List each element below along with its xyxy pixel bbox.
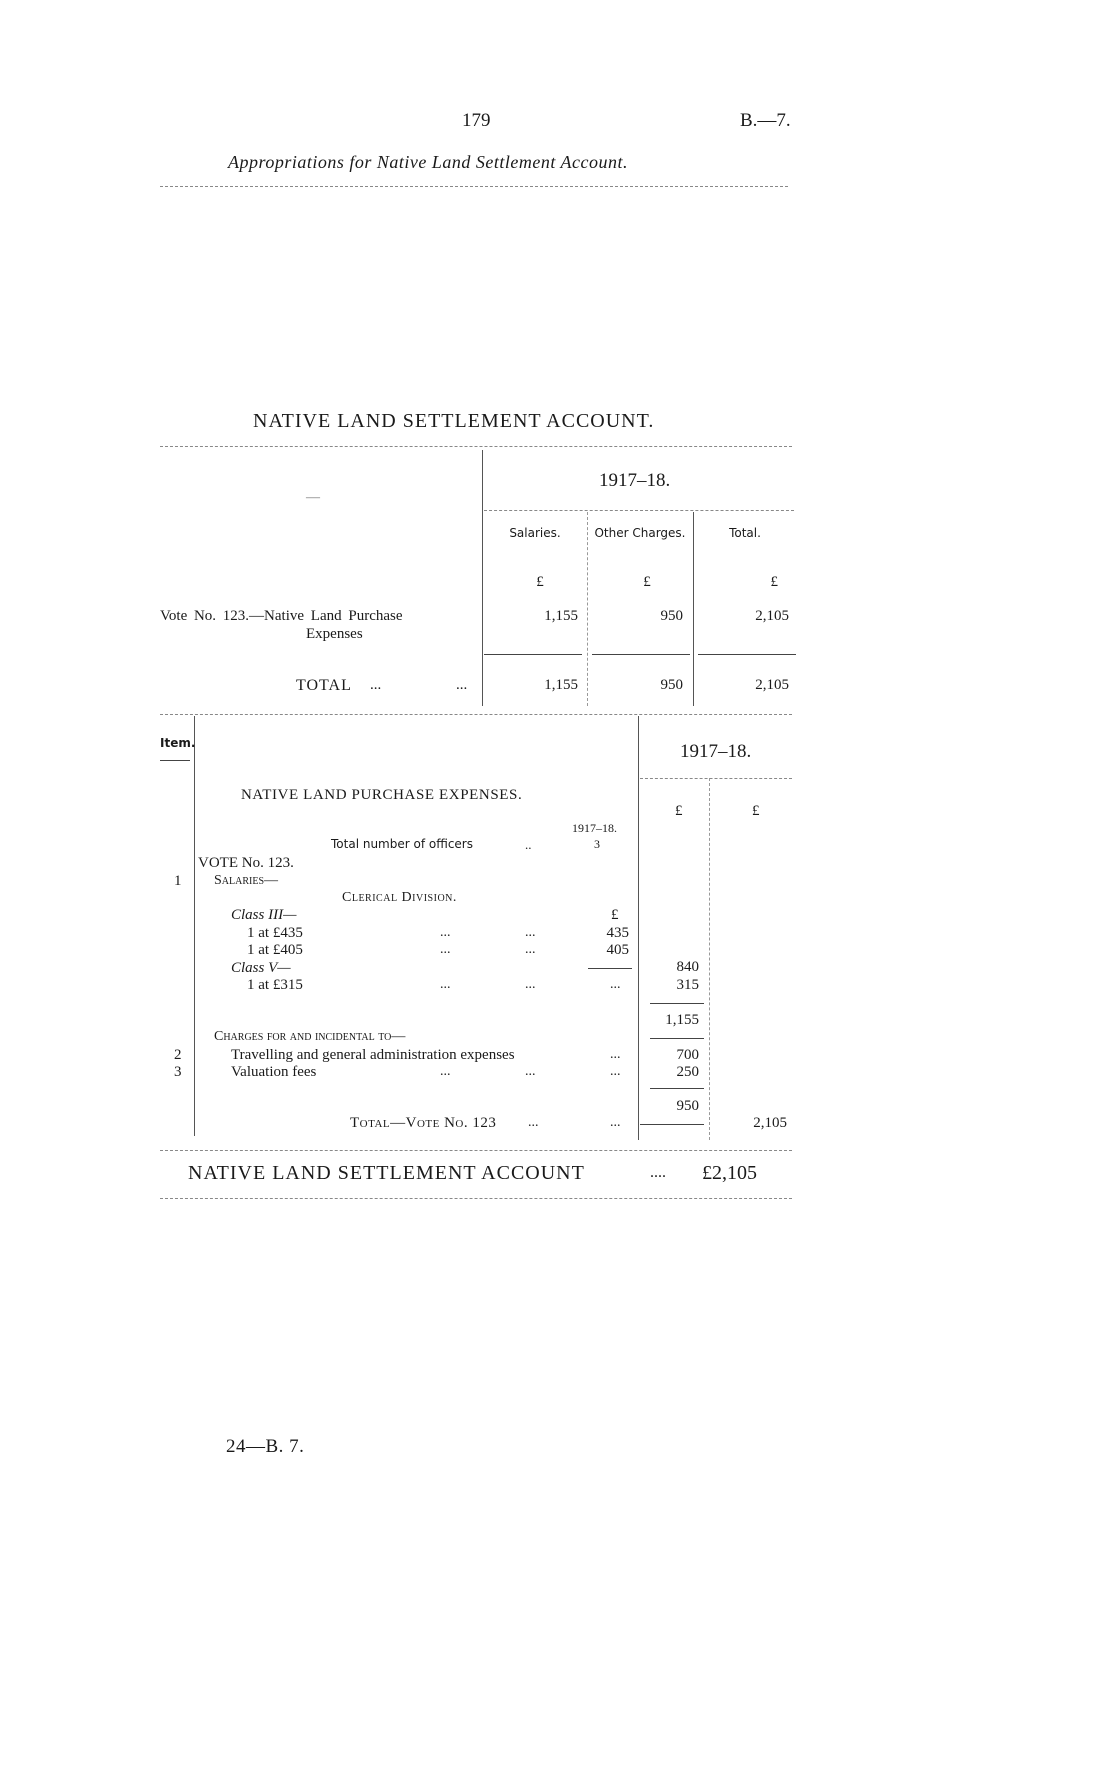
clerical-division: Clerical Division. <box>342 890 457 905</box>
summary-bottom-rule <box>160 714 792 715</box>
account-total-dots: .... <box>650 1164 666 1181</box>
salaries-heading: Salaries— <box>214 873 279 888</box>
summary-top-rule <box>160 446 792 447</box>
summary-col-divider-2 <box>693 512 694 706</box>
item-3-dots-3: ... <box>610 1064 621 1079</box>
page-subtitle: Appropriations for Native Land Settlement Account. <box>228 152 628 172</box>
summary-subtotal-rule-3 <box>698 654 796 655</box>
salaries-total-rule <box>650 1038 704 1039</box>
vote-other-charges: 950 <box>660 608 683 624</box>
pound-sign: £ <box>611 907 619 923</box>
vote-total-dots-2: ... <box>610 1115 621 1130</box>
detail-year-rule <box>640 778 792 779</box>
summary-subtotal-rule-1 <box>484 654 582 655</box>
summary-col-divider-1 <box>587 512 588 706</box>
charges-total: 950 <box>676 1098 699 1114</box>
summary-year: 1917–18. <box>599 470 671 491</box>
class-iii-sum-rule <box>588 968 632 969</box>
class-iii-heading: Class III— <box>231 907 297 923</box>
vote-total-value: 2,105 <box>753 1115 787 1131</box>
row-315-dots-2: ... <box>525 977 536 992</box>
summary-stub-divider <box>482 450 483 706</box>
item-3-value: 250 <box>676 1064 699 1080</box>
header-rule <box>160 186 788 187</box>
account-total-value: £2,105 <box>702 1162 757 1184</box>
col-header-total: Total. <box>729 526 761 540</box>
account-total-label: NATIVE LAND SETTLEMENT ACCOUNT <box>188 1162 585 1184</box>
detail-bottom-rule <box>160 1150 792 1151</box>
signature-mark: 24—B. 7. <box>226 1436 305 1457</box>
class-v-heading: Class V— <box>231 960 291 976</box>
item-2-number: 2 <box>174 1047 182 1063</box>
vote-salaries: 1,155 <box>544 608 578 624</box>
charges-sum-rule <box>650 1088 704 1089</box>
item-3-number: 3 <box>174 1064 182 1080</box>
row-435-value: 435 <box>606 925 629 941</box>
item-2-label: Travelling and general administration expenses <box>231 1047 515 1063</box>
detail-unit-1: £ <box>675 803 683 819</box>
summary-total-other-charges: 950 <box>660 677 683 693</box>
row-315-dots-3: ... <box>610 977 621 992</box>
charges-total-rule <box>640 1124 704 1125</box>
row-315-dots-1: ... <box>440 977 451 992</box>
row-315-value: 315 <box>676 977 699 993</box>
page-number: 179 <box>462 110 491 131</box>
detail-item-divider <box>194 716 195 1136</box>
vote-total: 2,105 <box>755 608 789 624</box>
document-ref: B.—7. <box>740 110 791 131</box>
item-3-dots-2: ... <box>525 1064 536 1079</box>
salaries-item-number: 1 <box>174 873 182 889</box>
officers-count: 3 <box>594 837 600 851</box>
row-405-dots-2: ... <box>525 942 536 957</box>
vote-label-line2: Expenses <box>306 626 363 642</box>
section-title: NATIVE LAND PURCHASE EXPENSES. <box>241 787 523 803</box>
row-405-dots-1: ... <box>440 942 451 957</box>
vote-total-dots-1: ... <box>528 1115 539 1130</box>
detail-mid-divider <box>709 778 710 1140</box>
row-315-label: 1 at £315 <box>247 977 303 993</box>
col-header-salaries: Salaries. <box>509 526 561 540</box>
row-435-label: 1 at £435 <box>247 925 303 941</box>
charges-heading: Charges for and incidental to— <box>214 1029 406 1044</box>
summary-total-label: TOTAL <box>296 677 352 694</box>
item-header: Item. <box>160 736 196 750</box>
officers-label: Total number of officers <box>331 837 473 851</box>
summary-year-rule <box>484 510 794 511</box>
col-header-other-charges: Other Charges. <box>594 526 686 540</box>
row-405-value: 405 <box>606 942 629 958</box>
item-2-value: 700 <box>676 1047 699 1063</box>
salaries-total: 1,155 <box>665 1012 699 1028</box>
footer-rule <box>160 1198 792 1199</box>
unit-total: £ <box>770 574 778 590</box>
class-iii-total: 840 <box>676 959 699 975</box>
salaries-sum-rule <box>650 1003 704 1004</box>
row-405-label: 1 at £405 <box>247 942 303 958</box>
officers-year: 1917–18. <box>572 821 617 835</box>
unit-other-charges: £ <box>643 574 651 590</box>
summary-stub: — <box>306 490 320 505</box>
summary-total-dots-1: ... <box>370 677 382 693</box>
officers-dots: .. <box>525 837 532 852</box>
summary-subtotal-rule-2 <box>592 654 690 655</box>
summary-total-total: 2,105 <box>755 677 789 693</box>
detail-left-divider <box>638 716 639 1140</box>
summary-total-dots-2: ... <box>456 677 468 693</box>
item-2-dots: ... <box>610 1047 621 1062</box>
detail-year: 1917–18. <box>680 741 752 762</box>
item-3-dots-1: ... <box>440 1064 451 1079</box>
unit-salaries: £ <box>536 574 544 590</box>
summary-total-salaries: 1,155 <box>544 677 578 693</box>
detail-unit-2: £ <box>752 803 760 819</box>
vote-label-line1: Vote No. 123.—Native Land Purchase <box>160 608 403 624</box>
vote-total-label: Total—Vote No. 123 <box>350 1115 497 1131</box>
item-header-rule <box>160 760 190 761</box>
vote-heading: VOTE No. 123. <box>198 855 294 871</box>
row-435-dots-2: ... <box>525 925 536 940</box>
item-3-label: Valuation fees <box>231 1064 317 1080</box>
row-435-dots-1: ... <box>440 925 451 940</box>
summary-title: NATIVE LAND SETTLEMENT ACCOUNT. <box>253 410 655 432</box>
